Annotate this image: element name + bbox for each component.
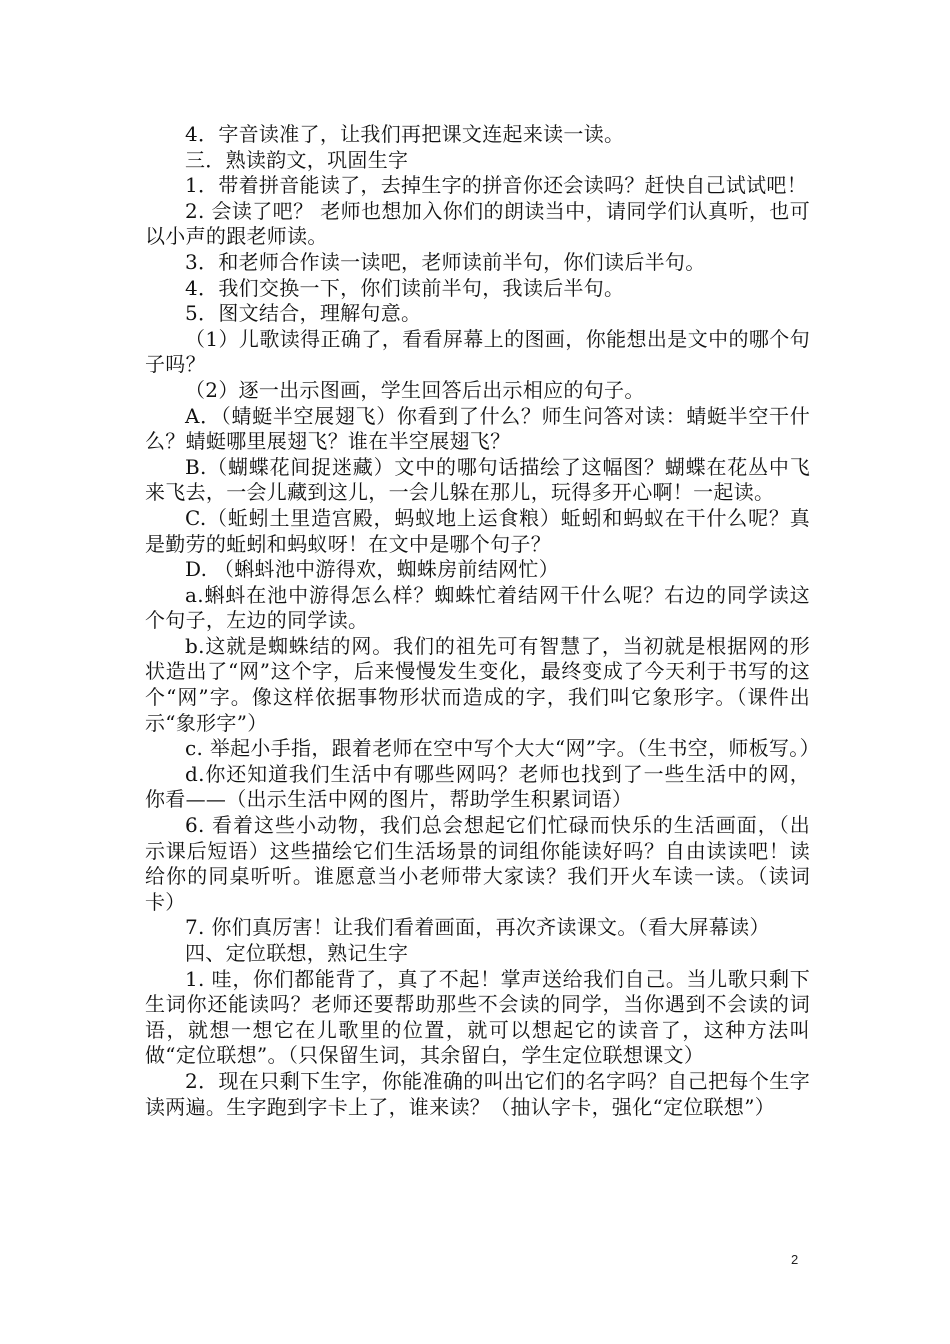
paragraph: A．（蜻蜓半空展翅飞）你看到了什么？师生问答对读：蜻蜓半空干什么？蜻蜓哪里展翅飞？谁在半空展翅飞？ xyxy=(145,403,810,454)
paragraph: 1．带着拼音能读了，去掉生字的拼音你还会读吗？赶快自己试试吧！ xyxy=(185,173,808,198)
section-heading: 三．熟读韵文，巩固生字 xyxy=(185,147,409,172)
paragraph: 5．图文结合，理解句意。 xyxy=(185,301,422,326)
paragraph: D. （蝌蚪池中游得欢，蜘蛛房前结网忙） xyxy=(185,557,560,582)
paragraph: 4．字音读准了，让我们再把课文连起来读一读。 xyxy=(185,122,625,146)
paragraph: 4．我们交换一下，你们读前半句，我读后半句。 xyxy=(185,275,625,300)
paragraph: 3．和老师合作读一读吧，老师读前半句，你们读后半句。 xyxy=(185,249,706,274)
paragraph: a.蝌蚪在池中游得怎么样？蜘蛛忙着结网干什么呢？右边的同学读这个句子，左边的同学读。 xyxy=(145,582,810,633)
paragraph: d.你还知道我们生活中有哪些网吗？老师也找到了一些生活中的网，你看——（出示生活中网的图片，帮助学生积累词语） xyxy=(145,761,810,812)
paragraph: 7. 你们真厉害！让我们看着画面，再次齐读课文。（看大屏幕读） xyxy=(185,915,770,940)
paragraph: C.（蚯蚓土里造宫殿，蚂蚁地上运食粮）蚯蚓和蚂蚁在干什么呢？真是勤劳的蚯蚓和蚂蚁呀！在文中是哪个句子？ xyxy=(145,505,810,556)
page-number: 2 xyxy=(791,1252,799,1267)
paragraph: 2. 会读了吧？ 老师也想加入你们的朗读当中，请同学们认真听，也可以小声的跟老师读。 xyxy=(145,198,810,249)
paragraph: 2．现在只剩下生字，你能准确的叫出它们的名字吗？自己把每个生字读两遍。生字跑到字卡上了，谁来读？（抽认字卡，强化“定位联想”） xyxy=(145,1068,810,1119)
paragraph: B.（蝴蝶花间捉迷藏）文中的哪句话描绘了这幅图？蝴蝶在花丛中飞来飞去，一会儿藏到这儿，一会儿躲在那儿，玩得多开心啊！一起读。 xyxy=(145,454,810,505)
paragraph: b.这就是蜘蛛结的网。我们的祖先可有智慧了，当初就是根据网的形状造出了“网”这个字，后来慢慢发生变化，最终变成了今天利于书写的这个“网”字。像这样依据事物形状而造成的字，我们叫它象形字。（课件出示“象形字”） xyxy=(145,633,810,735)
paragraph: （2）逐一出示图画，学生回答后出示相应的句子。 xyxy=(185,377,645,402)
paragraph: 1. 哇，你们都能背了，真了不起！掌声送给我们自己。当儿歌只剩下生词你还能读吗？老师还要帮助那些不会读的同学，当你遇到不会读的词语，就想一想它在儿歌里的位置，就可以想起它的读音了，这种方法叫做“定位联想”。（只保留生词，其余留白，学生定位联想课文） xyxy=(145,966,810,1068)
paragraph: 6. 看着这些小动物，我们总会想起它们忙碌而快乐的生活画面，（出示课后短语）这些描绘它们生活场景的词组你能读好吗？自由读读吧！读给你的同桌听听。谁愿意当小老师带大家读？我们开火车读一读。（读词卡） xyxy=(145,813,810,914)
paragraph: c. 举起小手指，跟着老师在空中写个大大“网”字。（生书空，师板写。） xyxy=(185,736,820,761)
lesson-text-body xyxy=(145,122,820,1120)
paragraph: （1）儿歌读得正确了，看看屏幕上的图画，你能想出是文中的哪个句子吗？ xyxy=(145,326,810,377)
section-heading: 四、定位联想，熟记生字 xyxy=(185,941,409,965)
